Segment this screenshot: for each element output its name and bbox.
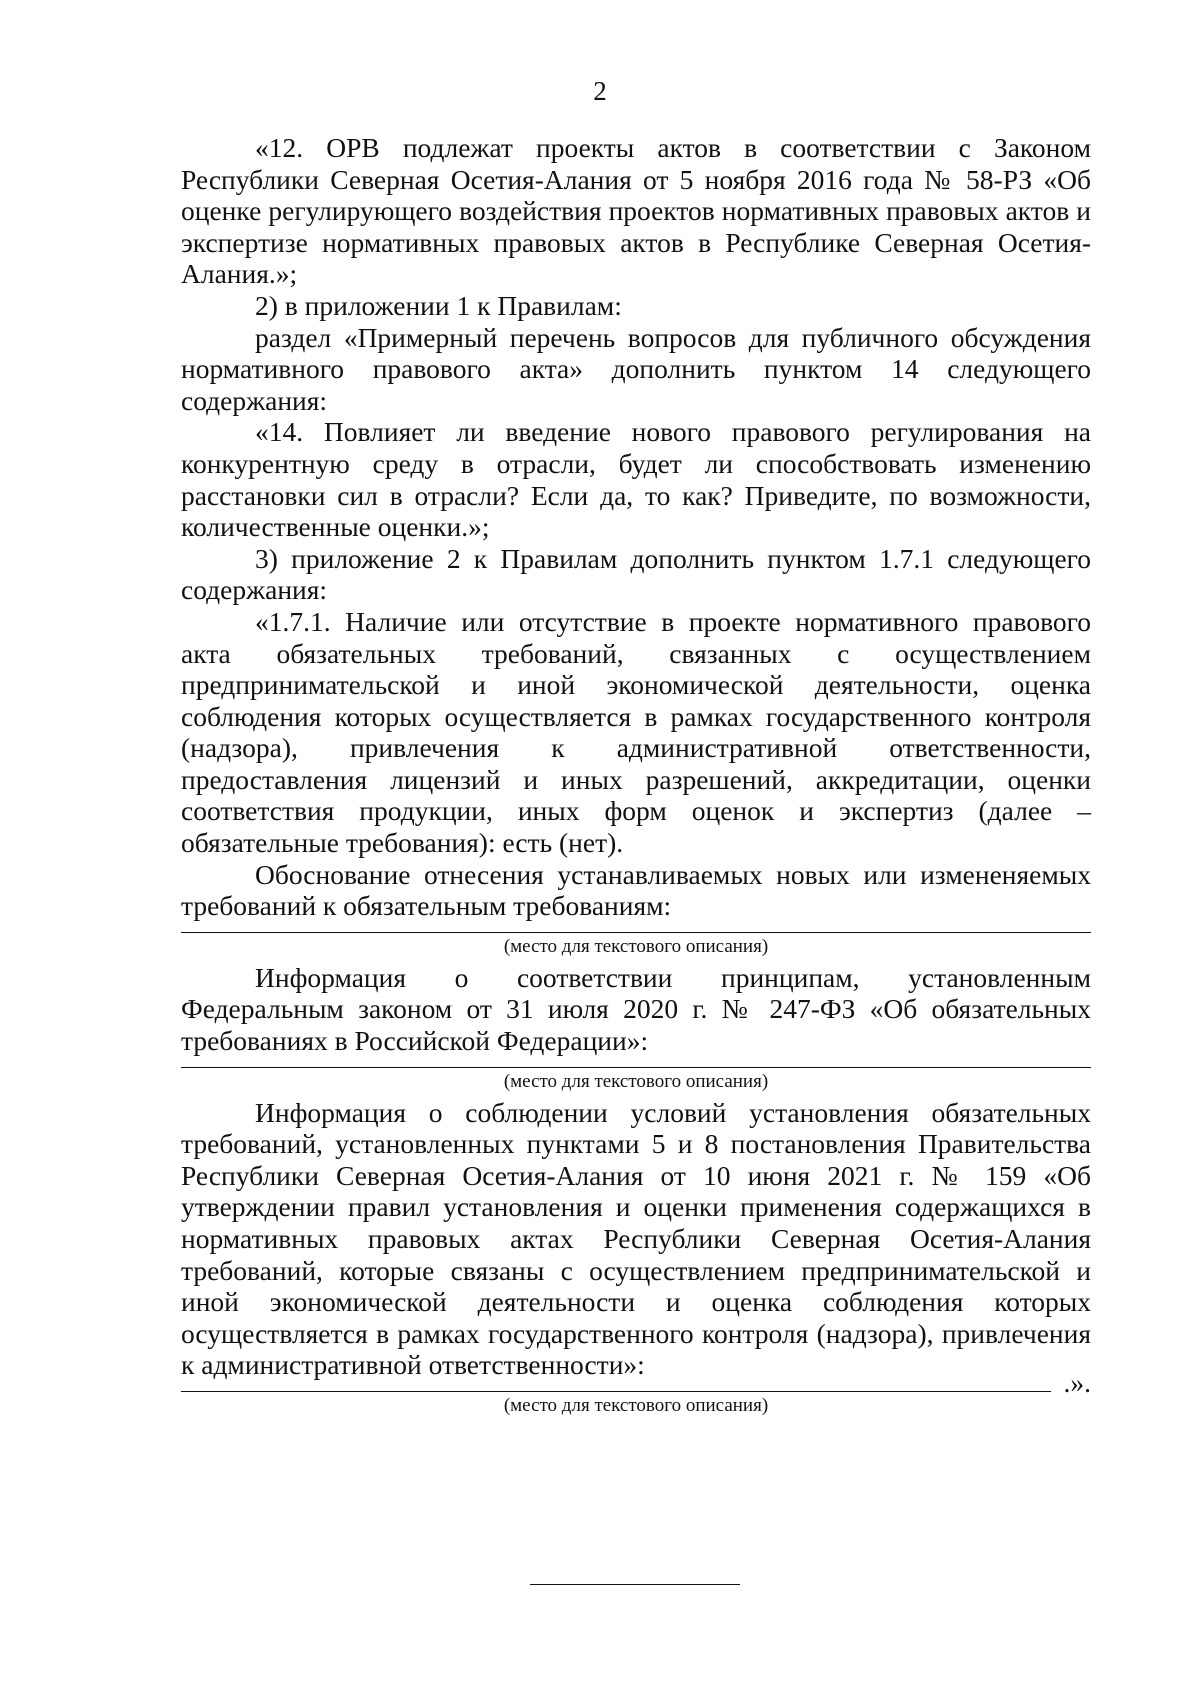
blank-caption: (место для текстового описания)	[503, 1394, 769, 1416]
end-of-document-rule	[530, 1584, 740, 1585]
blank-caption: (место для текстового описания)	[503, 1070, 769, 1092]
closing-quote: .».	[1063, 1366, 1091, 1398]
blank-line	[181, 1391, 1051, 1392]
paragraph-appendix-1: 2) в приложении 1 к Правилам:	[255, 289, 622, 321]
blank-caption: (место для текстового описания)	[503, 935, 769, 957]
blank-line	[181, 932, 1091, 933]
paragraph-question-14: «14. Повлияет ли введение нового правового регулирования на конкурентную среду в отрасли, будет ли способствовать изменению расстановки сил в отрасли? Если да, то как? Приведите, по возможности, количественные оценки.»;	[181, 416, 1091, 543]
fill-in-blank-2	[181, 1057, 1091, 1097]
paragraph-justification: Обоснование отнесения устанавливаемых новых или измененяемых требований к обязательным требованиям:	[181, 858, 1091, 922]
paragraph-section-questions: раздел «Примерный перечень вопросов для публичного обсуждения нормативного правового акта» дополнить пунктом 14 следующего содержания:	[181, 321, 1091, 416]
paragraph-orv-item-12: «12. ОРВ подлежат проекты актов в соответствии с Законом Республики Северная Осетия-Алания от 5 ноября 2016 года № 58-РЗ «Об оценке регулирующего воздействия проектов нормативных правовых актов и экспертизе нормативных правовых актов в Республике Северная Осетия-Алания.»;	[181, 132, 1091, 290]
document-body	[181, 132, 1091, 1421]
blank-line	[181, 1067, 1091, 1068]
fill-in-blank-1	[181, 922, 1091, 962]
paragraph-principles-info: Информация о соответствии принципам, установленным Федеральным законом от 31 июля 2020 г. № 247-ФЗ «Об обязательных требованиях в Российской Федерации»:	[181, 961, 1091, 1057]
fill-in-blank-3	[181, 1366, 1091, 1421]
paragraph-appendix-2: 3) приложение 2 к Правилам дополнить пунктом 1.7.1 следующего содержания:	[181, 542, 1091, 606]
paragraph-item-1-7-1: «1.7.1. Наличие или отсутствие в проекте нормативного правового акта обязательных требований, связанных с осуществлением предпринимательской и иной экономической деятельности, оценка соблюдения которых осуществляется в рамках государственного контроля (надзора), привлечения к административной ответственности, предоставления лицензий и иных разрешений, аккредитации, оценки соответствия продукции, иных форм оценок и экспертиз (далее – обязательные требования): есть (нет).	[181, 605, 1091, 859]
paragraph-conditions-info: Информация о соблюдении условий установления обязательных требований, установленных пунктами 5 и 8 постановления Правительства Республики Северная Осетия-Алания от 10 июня 2021 г. № 159 «Об утверждении правил установления и оценки применения содержащихся в нормативных правовых актах Республики Северная Осетия-Алания требований, которые связаны с осуществлением предпринимательской и иной экономической деятельности и оценка соблюдения которых осуществляется в рамках государственного контроля (надзора), привлечения к административной ответственности»:	[181, 1096, 1091, 1381]
page-number: 2	[593, 76, 607, 106]
